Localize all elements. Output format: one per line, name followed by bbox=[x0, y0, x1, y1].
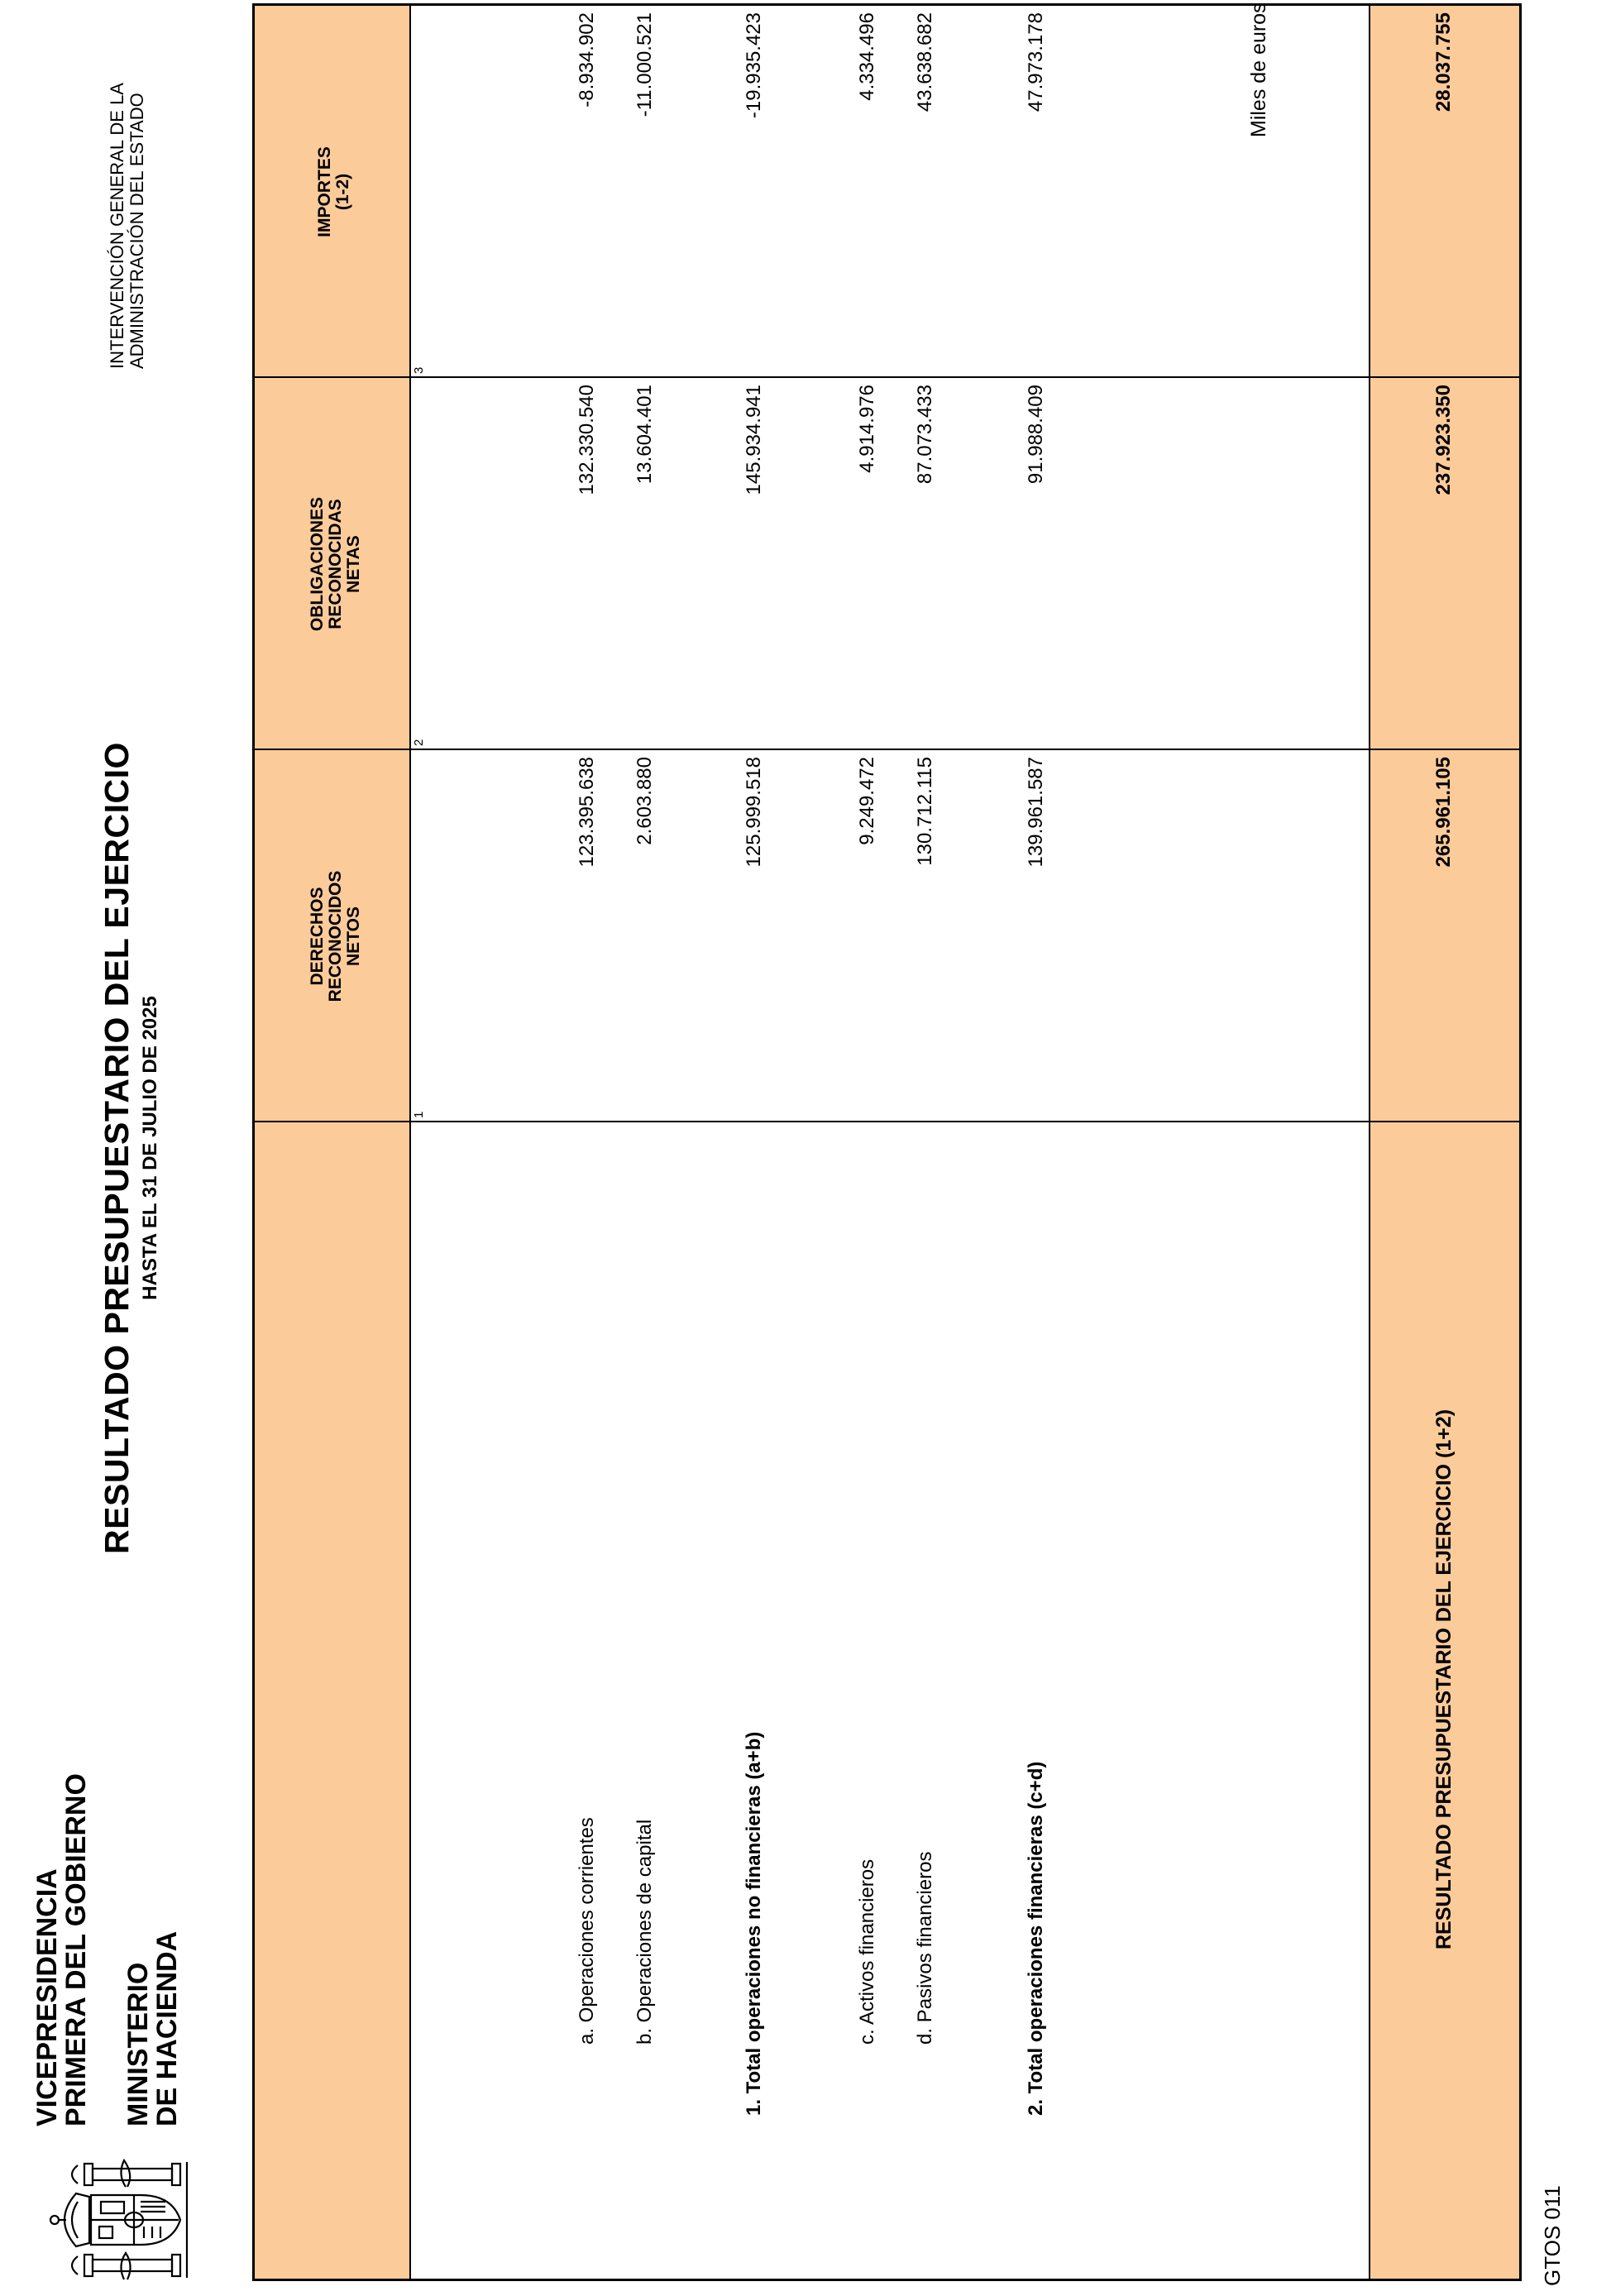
column-header-line: NETOS bbox=[344, 906, 363, 966]
column-header-importes bbox=[316, 6, 352, 378]
row-label-operaciones-corrientes: a. Operaciones corrientes bbox=[576, 1817, 598, 2045]
agency-line2: ADMINISTRACIÓN DEL ESTADO bbox=[127, 93, 147, 369]
vicepresidency-line2: PRIMERA DEL GOBIERNO bbox=[60, 1773, 92, 2126]
cell-derechos: 139.961.587 bbox=[1025, 757, 1047, 868]
row-label-pasivos-financieros: d. Pasivos financieros bbox=[914, 1851, 936, 2045]
footer-importes: 28.037.755 bbox=[1432, 12, 1455, 112]
column-index-2: 2 bbox=[412, 739, 426, 746]
footer-obligaciones: 237.923.350 bbox=[1432, 385, 1455, 495]
column-header-line: NETAS bbox=[344, 535, 363, 593]
cell-obligaciones: 13.604.401 bbox=[633, 385, 656, 485]
vicepresidency-line1: VICEPRESIDENCIA bbox=[31, 1868, 63, 2126]
column-divider-1 bbox=[255, 1121, 1519, 1122]
agency-line1: INTERVENCIÓN GENERAL DE LA bbox=[107, 83, 127, 369]
column-header-line: (1-2) bbox=[333, 173, 352, 211]
row-label-total-financieras: 2. Total operaciones financieras (c+d) bbox=[1025, 1761, 1047, 2116]
cell-derechos: 9.249.472 bbox=[856, 757, 878, 845]
cell-obligaciones: 91.988.409 bbox=[1025, 385, 1047, 485]
column-index-1: 1 bbox=[412, 1111, 426, 1118]
row-label-operaciones-capital: b. Operaciones de capital bbox=[633, 1819, 656, 2045]
column-header-line: RECONOCIDAS bbox=[326, 499, 345, 629]
column-header-line: IMPORTES bbox=[315, 146, 334, 237]
column-divider-3 bbox=[255, 376, 1519, 378]
cell-derechos: 130.712.115 bbox=[914, 757, 936, 866]
vicepresidency-label bbox=[33, 1773, 91, 2126]
cell-importes: 43.638.682 bbox=[914, 12, 936, 112]
cell-obligaciones: 4.914.976 bbox=[856, 385, 878, 473]
header-rule bbox=[409, 6, 411, 2279]
column-header-line: DERECHOS bbox=[308, 887, 327, 986]
cell-derechos: 2.603.880 bbox=[633, 757, 656, 845]
cell-importes: -8.934.902 bbox=[576, 12, 598, 108]
cell-obligaciones: 145.934.941 bbox=[743, 385, 765, 495]
footer-rule bbox=[1369, 6, 1370, 2279]
page-subtitle: HASTA EL 31 DE JULIO DE 2025 bbox=[139, 996, 161, 1300]
page-title: RESULTADO PRESUPUESTARIO DEL EJERCICIO bbox=[98, 742, 136, 1554]
cell-derechos: 125.999.518 bbox=[743, 757, 765, 868]
cell-importes: 47.973.178 bbox=[1025, 12, 1047, 112]
footer-total-label: RESULTADO PRESUPUESTARIO DEL EJERCICIO (1+2) bbox=[1432, 1409, 1456, 1949]
row-label-total-no-financieras: 1. Total operaciones no financieras (a+b) bbox=[743, 1731, 765, 2116]
cell-importes: -19.935.423 bbox=[743, 12, 765, 119]
column-divider-2 bbox=[255, 749, 1519, 750]
column-header-derechos bbox=[308, 750, 363, 1122]
footer-derechos: 265.961.105 bbox=[1432, 757, 1455, 868]
row-label-activos-financieros: c. Activos financieros bbox=[856, 1858, 878, 2045]
ministry-line2: DE HACIENDA bbox=[151, 1930, 183, 2126]
results-table bbox=[252, 3, 1522, 2281]
column-index-3: 3 bbox=[412, 366, 426, 374]
cell-importes: -11.000.521 bbox=[633, 12, 656, 117]
column-header-line: RECONOCIDOS bbox=[326, 870, 345, 1002]
ministry-line1: MINISTERIO bbox=[122, 1962, 154, 2126]
cell-importes: 4.334.496 bbox=[856, 12, 878, 101]
document-code: GTOS 011 bbox=[1540, 2185, 1565, 2286]
cell-obligaciones: 87.073.433 bbox=[914, 385, 936, 485]
column-header-obligaciones bbox=[308, 378, 363, 750]
cell-obligaciones: 132.330.540 bbox=[576, 385, 598, 495]
cell-derechos: 123.395.638 bbox=[576, 757, 598, 868]
units-label: Miles de euros bbox=[1247, 2, 1270, 137]
agency-label bbox=[108, 83, 147, 369]
column-header-line: OBLIGACIONES bbox=[308, 496, 327, 632]
